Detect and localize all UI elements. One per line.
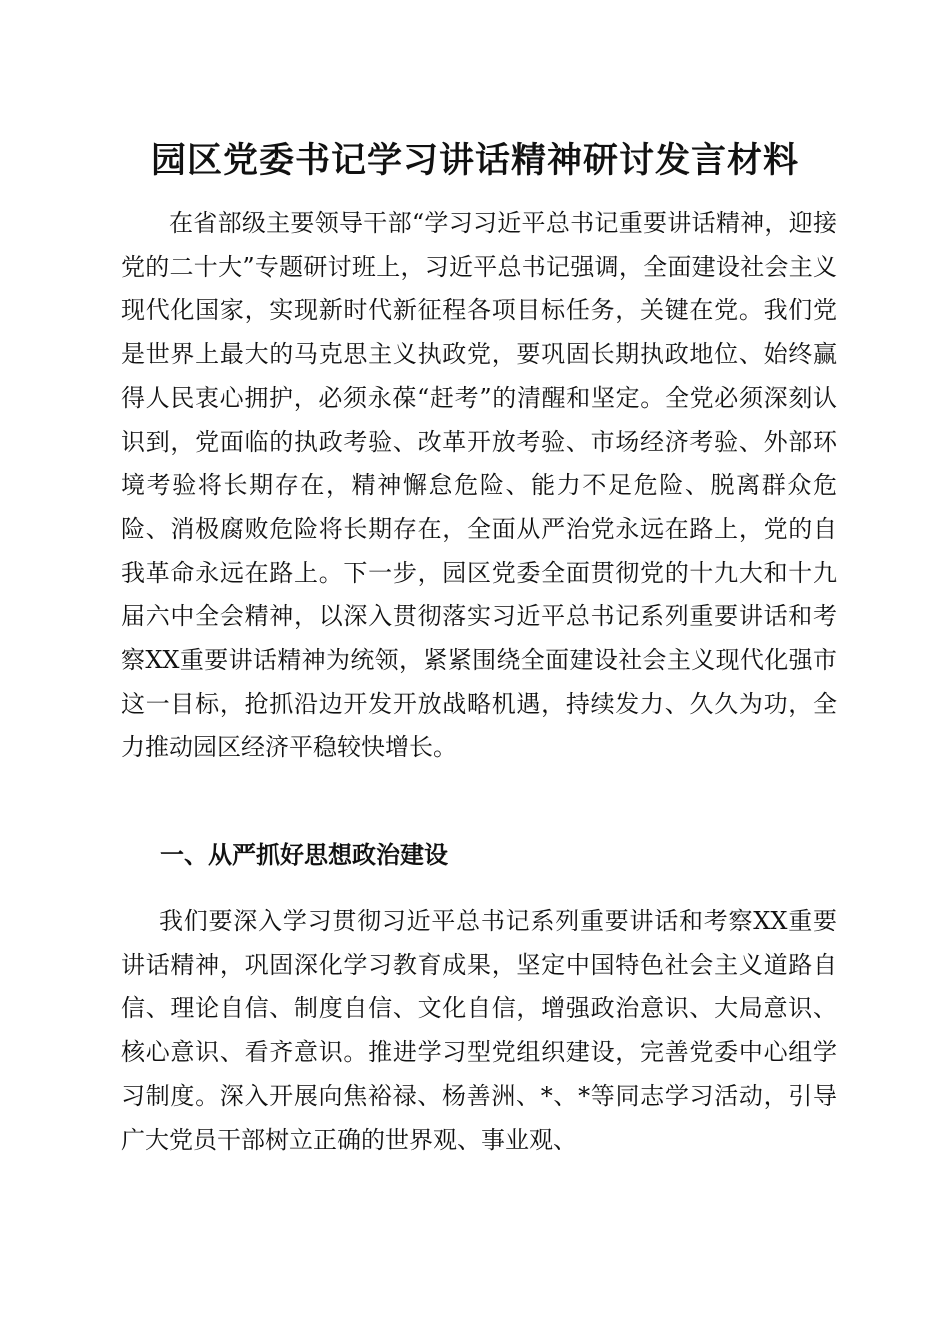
document-title: 园区党委书记学习讲话精神研讨发言材料	[150, 140, 799, 181]
section-1-paragraph: 我们要深入学习贯彻习近平总书记系列重要讲话和考察XX重要讲话精神，巩固深化学习教育成果，坚定中国特色社会主义道路自信、理论自信、制度自信、文化自信，增强政治意识、大局意识、核心意识、看齐意识。推进学习型党组织建设，完善党委中心组学习制度。深入开展向焦裕禄、杨善洲、*、*等同志学习活动，引导广大党员干部树立正确的世界观、事业观、	[121, 907, 837, 1154]
section-heading: 一、从严抓好思想政治建设	[160, 841, 448, 869]
intro-paragraph: 在省部级主要领导干部“学习习近平总书记重要讲话精神，迎接党的二十大”专题研讨班上，习近平总书记强调，全面建设社会主义现代化国家，实现新时代新征程各项目标任务，关键在党。我们党是世界上最大的马克思主义执政党，要巩固长期执政地位、始终赢得人民衷心拥护，必须永葆“赶考”的清醒和坚定。全党必须深刻认识到，党面临的执政考验、改革开放考验、市场经济考验、外部环境考验将长期存在，精神懈怠危险、能力不足危险、脱离群众危险、消极腐败危险将长期存在，全面从严治党永远在路上，党的自我革命永远在路上。下一步，园区党委全面贯彻党的十九大和十九届六中全会精神，以深入贯彻落实习近平总书记系列重要讲话和考察XX重要讲话精神为统领，紧紧围绕全面建设社会主义现代化强市这一目标，抢抓沿边开发开放战略机遇，持续发力、久久为功，全力推动园区经济平稳较快增长。	[121, 209, 837, 762]
